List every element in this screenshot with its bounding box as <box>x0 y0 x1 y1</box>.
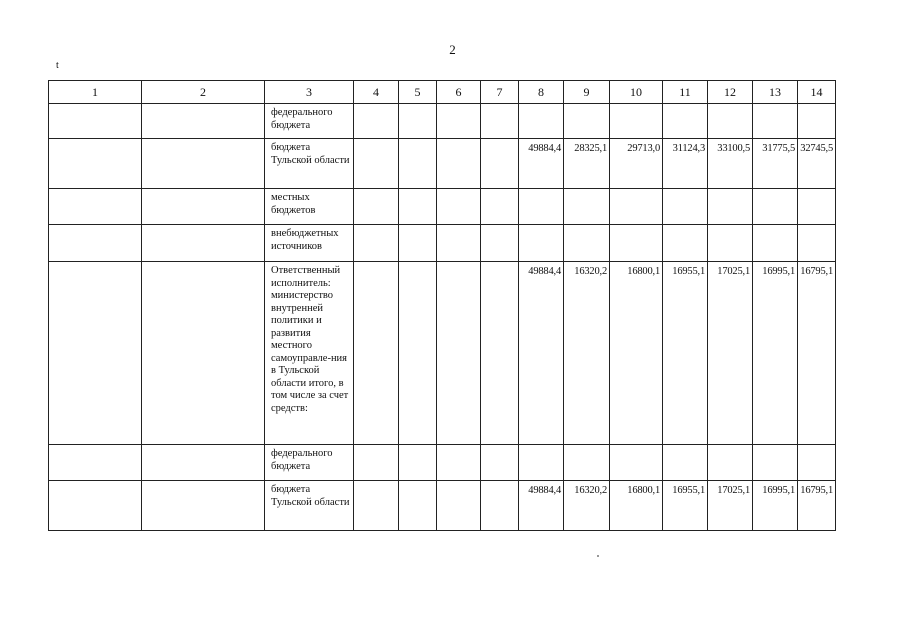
value-cell <box>481 225 519 262</box>
value-cell <box>437 139 481 189</box>
table-row <box>49 445 836 481</box>
value-cell: 16320,2 <box>564 262 610 445</box>
empty-cell <box>49 104 142 139</box>
value-cell: 16795,1 <box>798 262 836 445</box>
column-header: 13 <box>753 81 798 104</box>
table-row <box>49 225 836 262</box>
value-cell <box>663 104 708 139</box>
empty-cell <box>49 139 142 189</box>
value-cell <box>481 445 519 481</box>
value-cell: 16995,1 <box>753 262 798 445</box>
value-cell <box>798 104 836 139</box>
value-cell <box>564 104 610 139</box>
row-label: федерального бюджета <box>265 104 354 139</box>
value-cell: 16795,1 <box>798 481 836 531</box>
column-header: 9 <box>564 81 610 104</box>
value-cell: 49884,4 <box>519 139 564 189</box>
table-row <box>49 189 836 225</box>
value-cell <box>354 445 399 481</box>
column-header: 4 <box>354 81 399 104</box>
column-header: 10 <box>610 81 663 104</box>
value-cell <box>437 225 481 262</box>
column-header: 11 <box>663 81 708 104</box>
value-cell <box>753 445 798 481</box>
value-cell <box>354 104 399 139</box>
value-cell <box>610 225 663 262</box>
scan-mark: t <box>56 60 59 71</box>
value-cell <box>610 189 663 225</box>
value-cell <box>399 262 437 445</box>
value-cell <box>519 445 564 481</box>
empty-cell <box>49 189 142 225</box>
value-cell <box>354 481 399 531</box>
value-cell <box>399 189 437 225</box>
empty-cell <box>142 225 265 262</box>
column-header: 2 <box>142 81 265 104</box>
value-cell: 17025,1 <box>708 481 753 531</box>
value-cell <box>481 104 519 139</box>
value-cell <box>798 189 836 225</box>
value-cell: 16955,1 <box>663 481 708 531</box>
page-number: 2 <box>449 42 456 57</box>
value-cell <box>564 225 610 262</box>
value-cell <box>399 445 437 481</box>
value-cell <box>399 104 437 139</box>
value-cell <box>437 481 481 531</box>
value-cell <box>753 225 798 262</box>
value-cell <box>564 445 610 481</box>
value-cell <box>399 225 437 262</box>
value-cell <box>354 262 399 445</box>
value-cell <box>610 104 663 139</box>
empty-cell <box>49 445 142 481</box>
value-cell: 16320,2 <box>564 481 610 531</box>
value-cell <box>798 445 836 481</box>
value-cell <box>708 445 753 481</box>
empty-cell <box>142 104 265 139</box>
row-label: внебюджетных источников <box>265 225 354 262</box>
value-cell <box>798 225 836 262</box>
value-cell <box>481 481 519 531</box>
empty-cell <box>142 189 265 225</box>
row-label: бюджета Тульской области <box>265 481 354 531</box>
empty-cell <box>142 445 265 481</box>
value-cell: 29713,0 <box>610 139 663 189</box>
value-cell: 49884,4 <box>519 262 564 445</box>
empty-cell <box>49 225 142 262</box>
column-header: 6 <box>437 81 481 104</box>
value-cell <box>663 225 708 262</box>
row-label: бюджета Тульской области <box>265 139 354 189</box>
row-label: федерального бюджета <box>265 445 354 481</box>
value-cell <box>481 189 519 225</box>
column-header: 1 <box>49 81 142 104</box>
value-cell: 33100,5 <box>708 139 753 189</box>
value-cell <box>437 445 481 481</box>
value-cell <box>708 189 753 225</box>
value-cell: 28325,1 <box>564 139 610 189</box>
value-cell <box>399 139 437 189</box>
column-header: 14 <box>798 81 836 104</box>
value-cell <box>354 139 399 189</box>
value-cell: 16800,1 <box>610 262 663 445</box>
value-cell: 31124,3 <box>663 139 708 189</box>
column-header: 12 <box>708 81 753 104</box>
value-cell <box>519 189 564 225</box>
value-cell <box>610 445 663 481</box>
table-row <box>49 262 836 445</box>
value-cell <box>753 104 798 139</box>
value-cell <box>519 104 564 139</box>
value-cell <box>399 481 437 531</box>
empty-cell <box>142 262 265 445</box>
value-cell <box>481 262 519 445</box>
value-cell: 31775,5 <box>753 139 798 189</box>
empty-cell <box>142 481 265 531</box>
value-cell <box>481 139 519 189</box>
empty-cell <box>49 481 142 531</box>
value-cell <box>753 189 798 225</box>
value-cell <box>437 104 481 139</box>
value-cell: 16800,1 <box>610 481 663 531</box>
row-label: местных бюджетов <box>265 189 354 225</box>
row-label: Ответственный исполнитель: министерство внутренней политики и развития местного самоуправле-ния в Тульской области итого, в том числе за счет средств: <box>265 262 354 445</box>
value-cell: 32745,5 <box>798 139 836 189</box>
value-cell: 16995,1 <box>753 481 798 531</box>
value-cell <box>519 225 564 262</box>
value-cell <box>663 189 708 225</box>
budget-table <box>48 80 836 531</box>
value-cell: 49884,4 <box>519 481 564 531</box>
empty-cell <box>49 262 142 445</box>
value-cell <box>354 225 399 262</box>
value-cell <box>564 189 610 225</box>
value-cell: 17025,1 <box>708 262 753 445</box>
value-cell <box>437 189 481 225</box>
value-cell: 16955,1 <box>663 262 708 445</box>
column-header: 5 <box>399 81 437 104</box>
value-cell <box>663 445 708 481</box>
column-header: 7 <box>481 81 519 104</box>
column-header: 3 <box>265 81 354 104</box>
column-header-row <box>49 81 836 104</box>
value-cell <box>354 189 399 225</box>
scan-dot <box>597 555 599 557</box>
empty-cell <box>142 139 265 189</box>
value-cell <box>708 104 753 139</box>
table-row <box>49 481 836 531</box>
value-cell <box>708 225 753 262</box>
value-cell <box>437 262 481 445</box>
column-header: 8 <box>519 81 564 104</box>
table-row <box>49 104 836 139</box>
table-row <box>49 139 836 189</box>
